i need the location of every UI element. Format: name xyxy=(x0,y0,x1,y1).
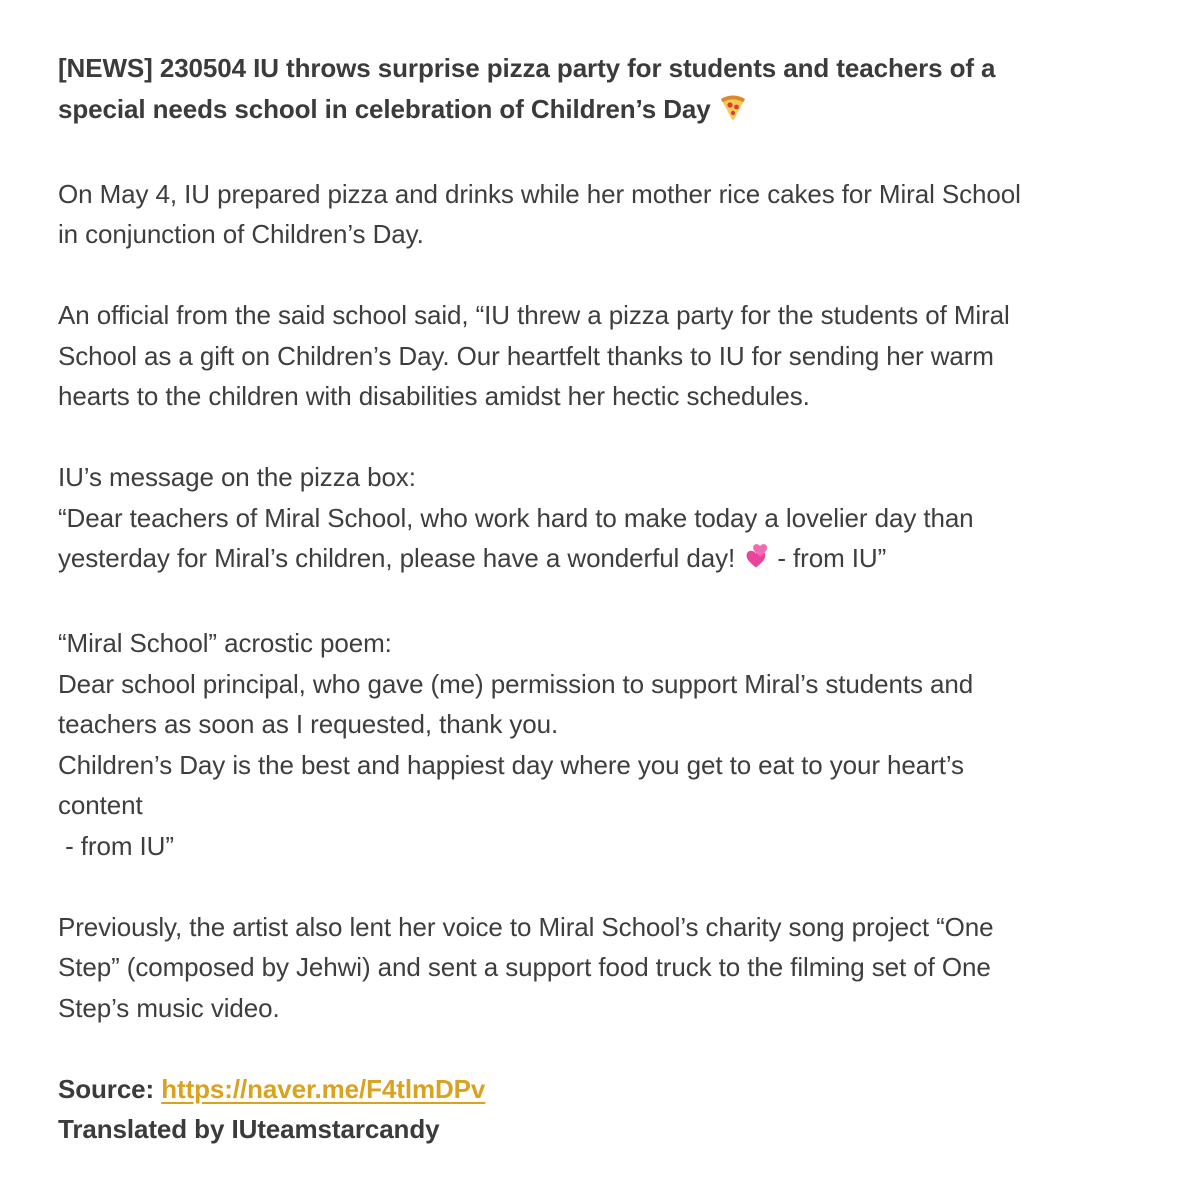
text-line: Children’s Day is the best and happiest day where you get to eat to your heart’s xyxy=(58,749,964,780)
two-hearts-icon xyxy=(742,542,770,583)
text-line: teachers as soon as I requested, thank you. xyxy=(58,709,559,739)
text-line: in conjunction of Children’s Day. xyxy=(58,219,424,249)
translator-credit: Translated by IUteamstarcandy xyxy=(58,1114,440,1144)
text-line: Previously, the artist also lent her voice to Miral School’s charity song project “One xyxy=(58,911,994,942)
note-body xyxy=(58,48,1168,1190)
text-line: An official from the said school said, “IU threw a pizza party for the students of Miral xyxy=(58,300,1010,330)
text-line: Dear school principal, who gave (me) permission to support Miral’s students and xyxy=(58,668,974,699)
text-line: On May 4, IU prepared pizza and drinks while her mother rice cakes for Miral School xyxy=(58,178,1021,209)
text-line xyxy=(58,538,1168,583)
text-line: - from IU” xyxy=(58,830,174,861)
text-line: IU’s message on the pizza box: xyxy=(58,462,416,492)
headline-line xyxy=(58,89,1168,134)
headline-text: special needs school in celebration of Children’s Day xyxy=(58,93,711,124)
headline-line: [NEWS] 230504 IU throws surprise pizza party for students and teachers of a xyxy=(58,53,996,83)
paragraph-3 xyxy=(58,457,1168,583)
source-line xyxy=(58,1069,1168,1110)
source-link[interactable]: https://naver.me/F4tlmDPv xyxy=(161,1073,486,1104)
paragraph-5 xyxy=(58,907,1168,1029)
text-line: School as a gift on Children’s Day. Our heartfelt thanks to IU for sending her warm xyxy=(58,340,994,371)
text-segment: - from IU” xyxy=(770,543,887,573)
text-line: “Dear teachers of Miral School, who work hard to make today a lovelier day than xyxy=(58,502,974,533)
paragraph-2 xyxy=(58,295,1168,417)
text-segment: yesterday for Miral’s children, please have a wonderful day! xyxy=(58,543,736,573)
footer xyxy=(58,1069,1168,1150)
text-line: hearts to the children with disabilities amidst her hectic schedules. xyxy=(58,381,810,411)
source-label: Source: xyxy=(58,1073,155,1104)
headline xyxy=(58,48,1168,133)
text-line: content xyxy=(58,790,143,820)
text-line: “Miral School” acrostic poem: xyxy=(58,628,392,658)
pizza-icon xyxy=(718,92,748,134)
text-line: Step’s music video. xyxy=(58,992,280,1023)
text-line: Step” (composed by Jehwi) and sent a support food truck to the filming set of One xyxy=(58,952,991,982)
paragraph-4 xyxy=(58,623,1168,866)
paragraph-1 xyxy=(58,174,1168,255)
